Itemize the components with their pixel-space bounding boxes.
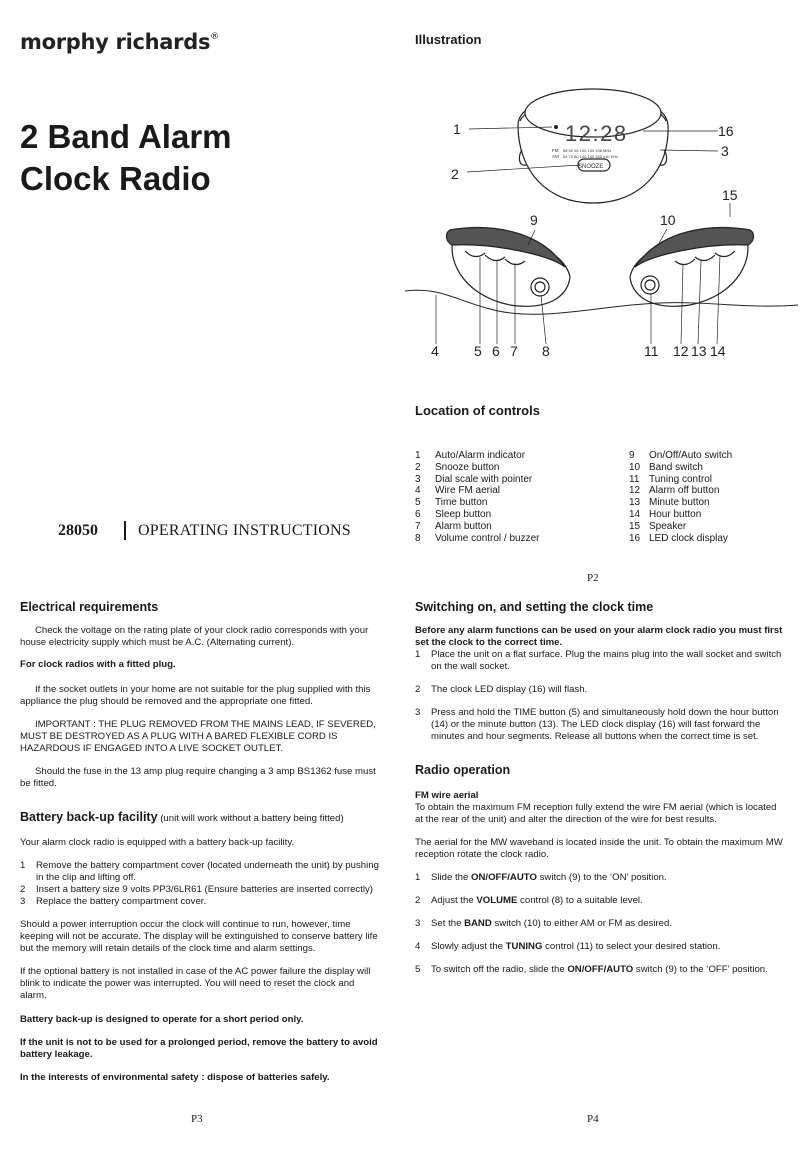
control-item: 11 Tuning control [629, 473, 712, 485]
battery-interrupt-text: Should a power interruption occur the clock will continue to run, however, time keeping will not be accurate. The display will be extinguished to conserve battery life but the memory will retain details of the clock time and alarm settings. [20, 919, 378, 954]
page-number-p3: P3 [191, 1113, 203, 1125]
callout-7: 7 [510, 343, 518, 359]
callout-15: 15 [722, 187, 738, 203]
fm-band-label: FM [552, 148, 559, 153]
callout-6: 6 [492, 343, 500, 359]
fm-wire-aerial [405, 290, 798, 314]
callout-8: 8 [542, 343, 550, 359]
callout-10: 10 [660, 212, 676, 228]
list-item: 2 The clock LED display (16) will flash. [415, 684, 588, 695]
list-item: 1 Remove the battery compartment cover (located underneath the unit) by pushing in the clip and lifting off. [20, 860, 379, 883]
electrical-p4: IMPORTANT : THE PLUG REMOVED FROM THE MAINS LEAD, IF SEVERED, MUST BE DESTROYED AS A PLUG WITH A BARED FLEXIBLE CORD IS HAZARDOUS IF ENGAGED INTO A LIVE SOCKET OUTLET. [20, 719, 376, 754]
mw-aerial-text: The aerial for the MW waveband is located inside the unit. To obtain the maximum MW reception rotate the clock radio. [415, 837, 783, 860]
battery-heading-note: (unit will work without a battery being fitted) [160, 813, 344, 824]
electrical-p2: For clock radios with a fitted plug. [20, 659, 176, 670]
callout-14: 14 [710, 343, 726, 359]
radio-heading: Radio operation [415, 763, 511, 777]
fm-scale: 88 92 96 100 104 106 MHz [563, 148, 612, 153]
list-item: 1 Place the unit on a flat surface. Plug the mains plug into the wall socket and switch on the wall socket. [415, 649, 782, 672]
callout-5: 5 [474, 343, 482, 359]
product-title [20, 116, 232, 200]
callout-13: 13 [691, 343, 707, 359]
electrical-p5: Should the fuse in the 13 amp plug require changing a 3 amp BS1362 fuse must be fitted. [20, 766, 376, 789]
clock-left-side-view [446, 228, 570, 307]
callout-12: 12 [673, 343, 689, 359]
control-item: 14 Hour button [629, 508, 702, 520]
control-item: 13 Minute button [629, 497, 710, 509]
list-item: 3 Press and hold the TIME button (5) and simultaneously hold down the hour button (14) or the minute button (13). The LED clock display (16) will fast forward the minutes and hour segments. Release all buttons when the correct time is set. [415, 707, 779, 742]
clock-right-side-view [630, 228, 754, 307]
battery-note-3: In the interests of environmental safety : dispose of batteries safely. [20, 1072, 330, 1083]
model-number: 28050 [58, 522, 98, 539]
list-item: 3 Replace the battery compartment cover. [20, 896, 207, 907]
snooze-label: SNOOZE [578, 164, 604, 170]
control-item: 4 Wire FM aerial [415, 485, 501, 497]
callout-11: 11 [644, 343, 659, 359]
battery-heading: Battery back-up facility [20, 810, 158, 824]
clock-front-view [518, 89, 668, 203]
led-time-display: 12:28 [565, 121, 628, 146]
control-item: 12 Alarm off button [629, 485, 720, 497]
controls-list-left [415, 450, 540, 544]
list-item: 2 Insert a battery size 9 volts PP3/6LR61 (Ensure batteries are inserted correctly) [20, 884, 373, 895]
control-item: 7 Alarm button [415, 520, 492, 532]
title-line-2: Clock Radio [20, 160, 211, 197]
battery-optional-text: If the optional battery is not installed in case of the AC power failure the display will blink to indicate the power was interrupted. You will need to reset the clock and alarm. [20, 966, 371, 1001]
control-item: 9 On/Off/Auto switch [629, 450, 733, 461]
page-number-p2: P2 [587, 572, 599, 584]
clock-radio-illustration [400, 55, 800, 375]
battery-note-2: If the unit is not to be used for a prolonged period, remove the battery to avoid battery leakage. [20, 1037, 378, 1060]
fm-aerial-text: To obtain the maximum FM reception fully extend the wire FM aerial (which is located at the rear of the unit) and alter the direction of the wire for best results. [415, 802, 777, 825]
control-item: 3 Dial scale with pointer [415, 473, 533, 485]
illustration-heading: Illustration [415, 32, 482, 47]
battery-steps [20, 860, 380, 908]
alarm-indicator-dot [554, 125, 558, 129]
page-number-p4: P4 [587, 1113, 599, 1125]
control-item: 10 Band switch [629, 461, 703, 473]
page-3-column [20, 601, 380, 1084]
list-item: 2 Adjust the VOLUME control (8) to a suitable level. [415, 895, 643, 906]
control-item: 5 Time button [415, 497, 488, 509]
callout-4: 4 [431, 343, 439, 359]
control-item: 1 Auto/Alarm indicator [415, 450, 526, 461]
list-item: 4 Slowly adjust the TUNING control (11) to select your desired station. [415, 941, 721, 952]
am-band-label: AM [552, 154, 559, 159]
am-scale: 54 70 80 100 140 160 x10 KHz [563, 154, 619, 159]
control-item: 8 Volume control / buzzer [415, 532, 540, 544]
control-item: 2 Snooze button [415, 461, 500, 473]
electrical-p1: Check the voltage on the rating plate of your clock radio corresponds with your house electricity supply which must be A.C. (Alternating current). [20, 625, 369, 648]
location-of-controls-heading: Location of controls [415, 403, 540, 418]
callout-2: 2 [451, 166, 459, 182]
list-item: 5 To switch off the radio, slide the ON/OFF/AUTO switch (9) to the ‘OFF’ position. [415, 964, 768, 975]
callout-9: 9 [530, 212, 538, 228]
list-item: 3 Set the BAND switch (10) to either AM or FM as desired. [415, 918, 673, 929]
controls-list-right [629, 450, 732, 544]
switching-heading: Switching on, and setting the clock time [415, 600, 654, 614]
battery-heading-row [20, 811, 380, 825]
operating-instructions-label: OPERATING INSTRUCTIONS [138, 522, 351, 539]
switching-intro: Before any alarm functions can be used on your alarm clock radio you must first set the clock to the correct time. [415, 625, 783, 648]
callout-1: 1 [453, 121, 461, 137]
title-divider [124, 521, 126, 540]
brand-name: morphy richards [20, 30, 211, 54]
registered-mark: ® [210, 32, 219, 42]
list-item: 1 Slide the ON/OFF/AUTO switch (9) to the ‘ON’ position. [415, 872, 667, 883]
battery-intro: Your alarm clock radio is equipped with a battery back-up facility. [20, 837, 295, 848]
page-4-column [415, 601, 787, 976]
control-item: 6 Sleep button [415, 508, 492, 520]
fm-aerial-heading: FM wire aerial [415, 790, 479, 801]
callout-16: 16 [718, 123, 734, 139]
callout-3: 3 [721, 143, 729, 159]
electrical-p3: If the socket outlets in your home are not suitable for the plug supplied with this appliance the plug should be removed and the appropriate one fitted. [20, 684, 371, 707]
control-item: 16 LED clock display [629, 532, 728, 544]
control-item: 15 Speaker [629, 520, 687, 532]
title-line-1: 2 Band Alarm [20, 118, 232, 155]
electrical-heading: Electrical requirements [20, 600, 159, 614]
brand-logo [20, 30, 219, 54]
battery-note-1: Battery back-up is designed to operate for a short period only. [20, 1014, 304, 1025]
